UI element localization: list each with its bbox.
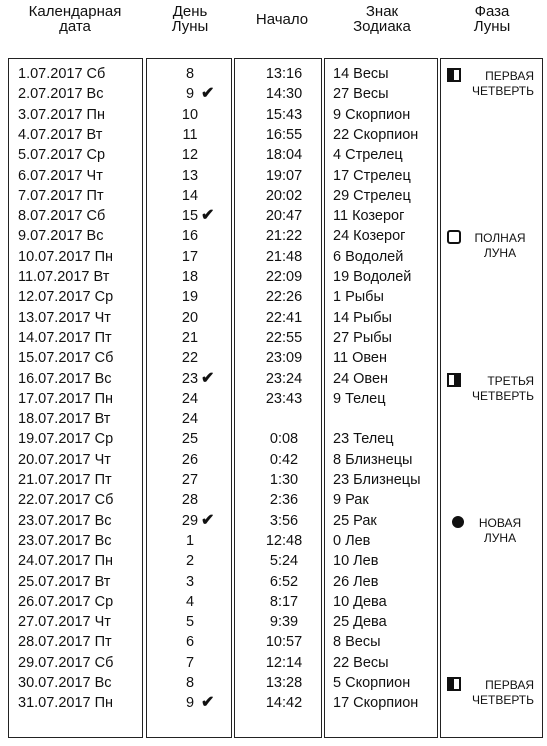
cell-date: 16.07.2017 Вс <box>18 370 112 387</box>
cell-zodiac: 1 Рыбы <box>333 289 384 306</box>
header-zodiac-line1: Знак <box>365 3 399 20</box>
cell-date: 12.07.2017 Ср <box>18 289 114 306</box>
cell-start-time: 14:30 <box>265 86 303 103</box>
cell-date: 1.07.2017 Сб <box>18 66 106 82</box>
phase-label <box>462 516 538 546</box>
cell-date: 9.07.2017 Вс <box>18 228 104 245</box>
cell-zodiac: 24 Овен <box>333 370 389 387</box>
header-zodiac <box>326 4 438 34</box>
cell-zodiac: 25 Дева <box>333 614 387 631</box>
cell-zodiac: 11 Козерог <box>333 208 405 225</box>
cell-date: 26.07.2017 Ср <box>18 593 114 610</box>
cell-date: 13.07.2017 Чт <box>18 309 111 326</box>
phase-label-line: ЧЕТВЕРТЬ <box>471 693 534 707</box>
phase-label <box>472 678 534 708</box>
cell-start-time: 23:43 <box>265 390 303 407</box>
cell-date: 6.07.2017 Чт <box>18 167 103 184</box>
cell-start-time: 21:22 <box>265 228 303 245</box>
cell-date: 11.07.2017 Вт <box>18 269 110 285</box>
first-quarter-icon <box>447 677 461 691</box>
phase-label-line: ЧЕТВЕРТЬ <box>471 84 534 98</box>
phase-label-line: ПЕРВАЯ <box>485 69 534 83</box>
cell-start-time: 5:24 <box>269 553 299 570</box>
check-icon: ✔ <box>201 85 215 103</box>
cell-start-time: 12:14 <box>265 654 303 671</box>
phase-label-line: ЛУНА <box>483 530 517 545</box>
cell-moon-day: 29 <box>181 512 199 529</box>
cell-zodiac: 14 Весы <box>333 66 389 82</box>
cell-date: 30.07.2017 Вс <box>18 675 112 691</box>
cell-date: 27.07.2017 Чт <box>18 614 111 631</box>
cell-date: 18.07.2017 Вт <box>18 411 111 428</box>
cell-moon-day: 9 <box>185 695 195 712</box>
cell-moon-day: 18 <box>181 269 199 285</box>
check-icon: ✔ <box>201 207 215 225</box>
cell-zodiac: 8 Весы <box>333 634 381 651</box>
cell-start-time: 12:48 <box>265 532 303 549</box>
cell-zodiac: 14 Рыбы <box>333 309 392 326</box>
cell-moon-day: 3 <box>185 573 195 590</box>
phase-label-line: ТРЕТЬЯ <box>487 373 534 388</box>
cell-start-time: 22:55 <box>265 329 303 346</box>
cell-zodiac: 27 Весы <box>333 86 389 103</box>
cell-zodiac: 23 Близнецы <box>333 472 421 488</box>
cell-date: 20.07.2017 Чт <box>18 451 111 468</box>
cell-zodiac: 9 Скорпион <box>333 106 411 123</box>
header-day-line1: День <box>172 3 208 20</box>
header-phase <box>442 4 542 34</box>
last-quarter-icon <box>447 373 461 387</box>
cell-zodiac: 22 Скорпион <box>333 126 419 143</box>
cell-date: 8.07.2017 Сб <box>18 208 106 225</box>
cell-moon-day: 22 <box>181 350 199 367</box>
cell-zodiac: 5 Скорпион <box>333 675 411 691</box>
cell-date: 31.07.2017 Пн <box>18 695 114 712</box>
header-phase-line1: Фаза <box>474 3 510 20</box>
cell-moon-day: 24 <box>181 411 199 428</box>
cell-moon-day: 2 <box>185 553 195 570</box>
header-day-line2: Луны <box>171 18 209 35</box>
cell-zodiac: 26 Лев <box>333 573 379 590</box>
cell-start-time: 2:36 <box>269 492 299 509</box>
cell-zodiac: 17 Стрелец <box>333 167 411 184</box>
cell-date: 15.07.2017 Сб <box>18 350 114 367</box>
phase-label-line: ЛУНА <box>483 246 517 261</box>
cell-date: 23.07.2017 Вс <box>18 512 112 529</box>
cell-start-time: 8:17 <box>269 593 299 610</box>
cell-date: 10.07.2017 Пн <box>18 248 114 265</box>
cell-moon-day: 19 <box>181 289 199 306</box>
cell-start-time: 0:08 <box>269 431 299 448</box>
cell-start-time: 20:02 <box>265 187 303 204</box>
cell-start-time: 15:43 <box>265 106 303 123</box>
cell-moon-day: 8 <box>185 675 195 691</box>
cell-moon-day: 6 <box>185 634 195 651</box>
cell-start-time: 10:57 <box>265 634 303 651</box>
cell-zodiac: 22 Весы <box>333 654 389 671</box>
phase-label-line: ПОЛНАЯ <box>474 231 526 246</box>
cell-date: 21.07.2017 Пт <box>18 472 112 488</box>
cell-start-time: 13:28 <box>265 675 303 691</box>
cell-zodiac: 11 Овен <box>333 350 387 367</box>
cell-date: 25.07.2017 Вт <box>18 573 111 590</box>
header-zodiac-line2: Зодиака <box>353 18 411 35</box>
cell-zodiac: 0 Лев <box>333 532 371 549</box>
cell-moon-day: 7 <box>185 654 195 671</box>
phase-label-line: НОВАЯ <box>478 515 522 530</box>
cell-date: 7.07.2017 Пт <box>18 187 104 204</box>
cell-zodiac: 8 Близнецы <box>333 451 413 468</box>
cell-start-time: 22:09 <box>265 269 303 285</box>
cell-moon-day: 15 <box>181 208 199 225</box>
phase-label <box>472 374 534 404</box>
cell-moon-day: 23 <box>181 370 199 387</box>
cell-moon-day: 10 <box>181 106 199 123</box>
check-icon: ✔ <box>201 511 215 529</box>
phase-label <box>472 69 534 99</box>
cell-moon-day: 28 <box>181 492 199 509</box>
cell-start-time: 21:48 <box>265 248 303 265</box>
cell-date: 24.07.2017 Пн <box>18 553 114 570</box>
cell-start-time: 20:47 <box>265 208 303 225</box>
cell-start-time: 0:42 <box>269 451 299 468</box>
cell-zodiac: 9 Телец <box>333 390 386 407</box>
cell-date: 22.07.2017 Сб <box>18 492 114 509</box>
header-start-line1: Начало <box>255 11 309 28</box>
cell-start-time: 16:55 <box>265 126 303 143</box>
first-quarter-icon <box>447 68 461 82</box>
cell-date: 5.07.2017 Ср <box>18 147 106 164</box>
cell-zodiac: 29 Стрелец <box>333 187 411 204</box>
cell-moon-day: 1 <box>185 532 195 549</box>
cell-start-time: 23:09 <box>265 350 303 367</box>
cell-zodiac: 9 Рак <box>333 492 369 509</box>
cell-zodiac: 6 Водолей <box>333 248 404 265</box>
full-moon-icon <box>447 230 461 244</box>
cell-date: 14.07.2017 Пт <box>18 329 112 346</box>
cell-moon-day: 20 <box>181 309 199 326</box>
cell-start-time: 14:42 <box>265 695 303 712</box>
cell-start-time: 3:56 <box>269 512 299 529</box>
phase-label-line: ПЕРВАЯ <box>485 678 534 692</box>
phase-label-line: ЧЕТВЕРТЬ <box>471 388 534 403</box>
header-date-line1: Календарная <box>28 3 122 20</box>
header-phase-line2: Луны <box>473 18 511 35</box>
cell-date: 2.07.2017 Вс <box>18 86 104 103</box>
cell-moon-day: 5 <box>185 614 195 631</box>
cell-start-time: 23:24 <box>265 370 303 387</box>
header-day <box>148 4 232 34</box>
cell-zodiac: 19 Водолей <box>333 269 412 285</box>
header-start <box>236 12 328 27</box>
cell-moon-day: 27 <box>181 472 199 488</box>
cell-zodiac: 10 Дева <box>333 593 387 610</box>
cell-moon-day: 14 <box>181 187 199 204</box>
cell-moon-day: 24 <box>181 390 199 407</box>
cell-zodiac: 4 Стрелец <box>333 147 403 164</box>
cell-moon-day: 9 <box>185 86 195 103</box>
cell-moon-day: 21 <box>181 329 199 346</box>
cell-date: 19.07.2017 Ср <box>18 431 114 448</box>
cell-start-time: 18:04 <box>265 147 303 164</box>
cell-moon-day: 26 <box>181 451 199 468</box>
cell-moon-day: 11 <box>182 126 198 143</box>
cell-moon-day: 8 <box>185 66 195 82</box>
cell-start-time: 22:26 <box>265 289 303 306</box>
cell-moon-day: 16 <box>181 228 199 245</box>
cell-moon-day: 13 <box>181 167 199 184</box>
header-date <box>10 4 140 34</box>
cell-date: 4.07.2017 Вт <box>18 126 103 143</box>
cell-start-time: 19:07 <box>265 167 303 184</box>
cell-zodiac: 27 Рыбы <box>333 329 392 346</box>
header-date-line2: дата <box>59 18 91 35</box>
cell-moon-day: 4 <box>185 593 195 610</box>
cell-zodiac: 24 Козерог <box>333 228 406 245</box>
cell-start-time: 13:16 <box>265 66 303 82</box>
cell-moon-day: 12 <box>181 147 199 164</box>
cell-moon-day: 25 <box>181 431 199 448</box>
cell-start-time: 1:30 <box>269 472 299 488</box>
phase-label <box>462 231 538 261</box>
cell-date: 23.07.2017 Вс <box>18 532 112 549</box>
cell-zodiac: 17 Скорпион <box>333 695 419 712</box>
cell-zodiac: 25 Рак <box>333 512 377 529</box>
cell-date: 3.07.2017 Пн <box>18 106 105 123</box>
cell-date: 17.07.2017 Пн <box>18 390 114 407</box>
cell-date: 28.07.2017 Пт <box>18 634 112 651</box>
cell-start-time: 22:41 <box>265 309 303 326</box>
cell-zodiac: 23 Телец <box>333 431 394 448</box>
cell-date: 29.07.2017 Сб <box>18 654 114 671</box>
cell-moon-day: 17 <box>181 248 199 265</box>
cell-zodiac: 10 Лев <box>333 553 379 570</box>
check-icon: ✔ <box>201 694 215 712</box>
cell-start-time: 9:39 <box>269 614 299 631</box>
cell-start-time: 6:52 <box>269 573 299 590</box>
check-icon: ✔ <box>201 369 215 387</box>
